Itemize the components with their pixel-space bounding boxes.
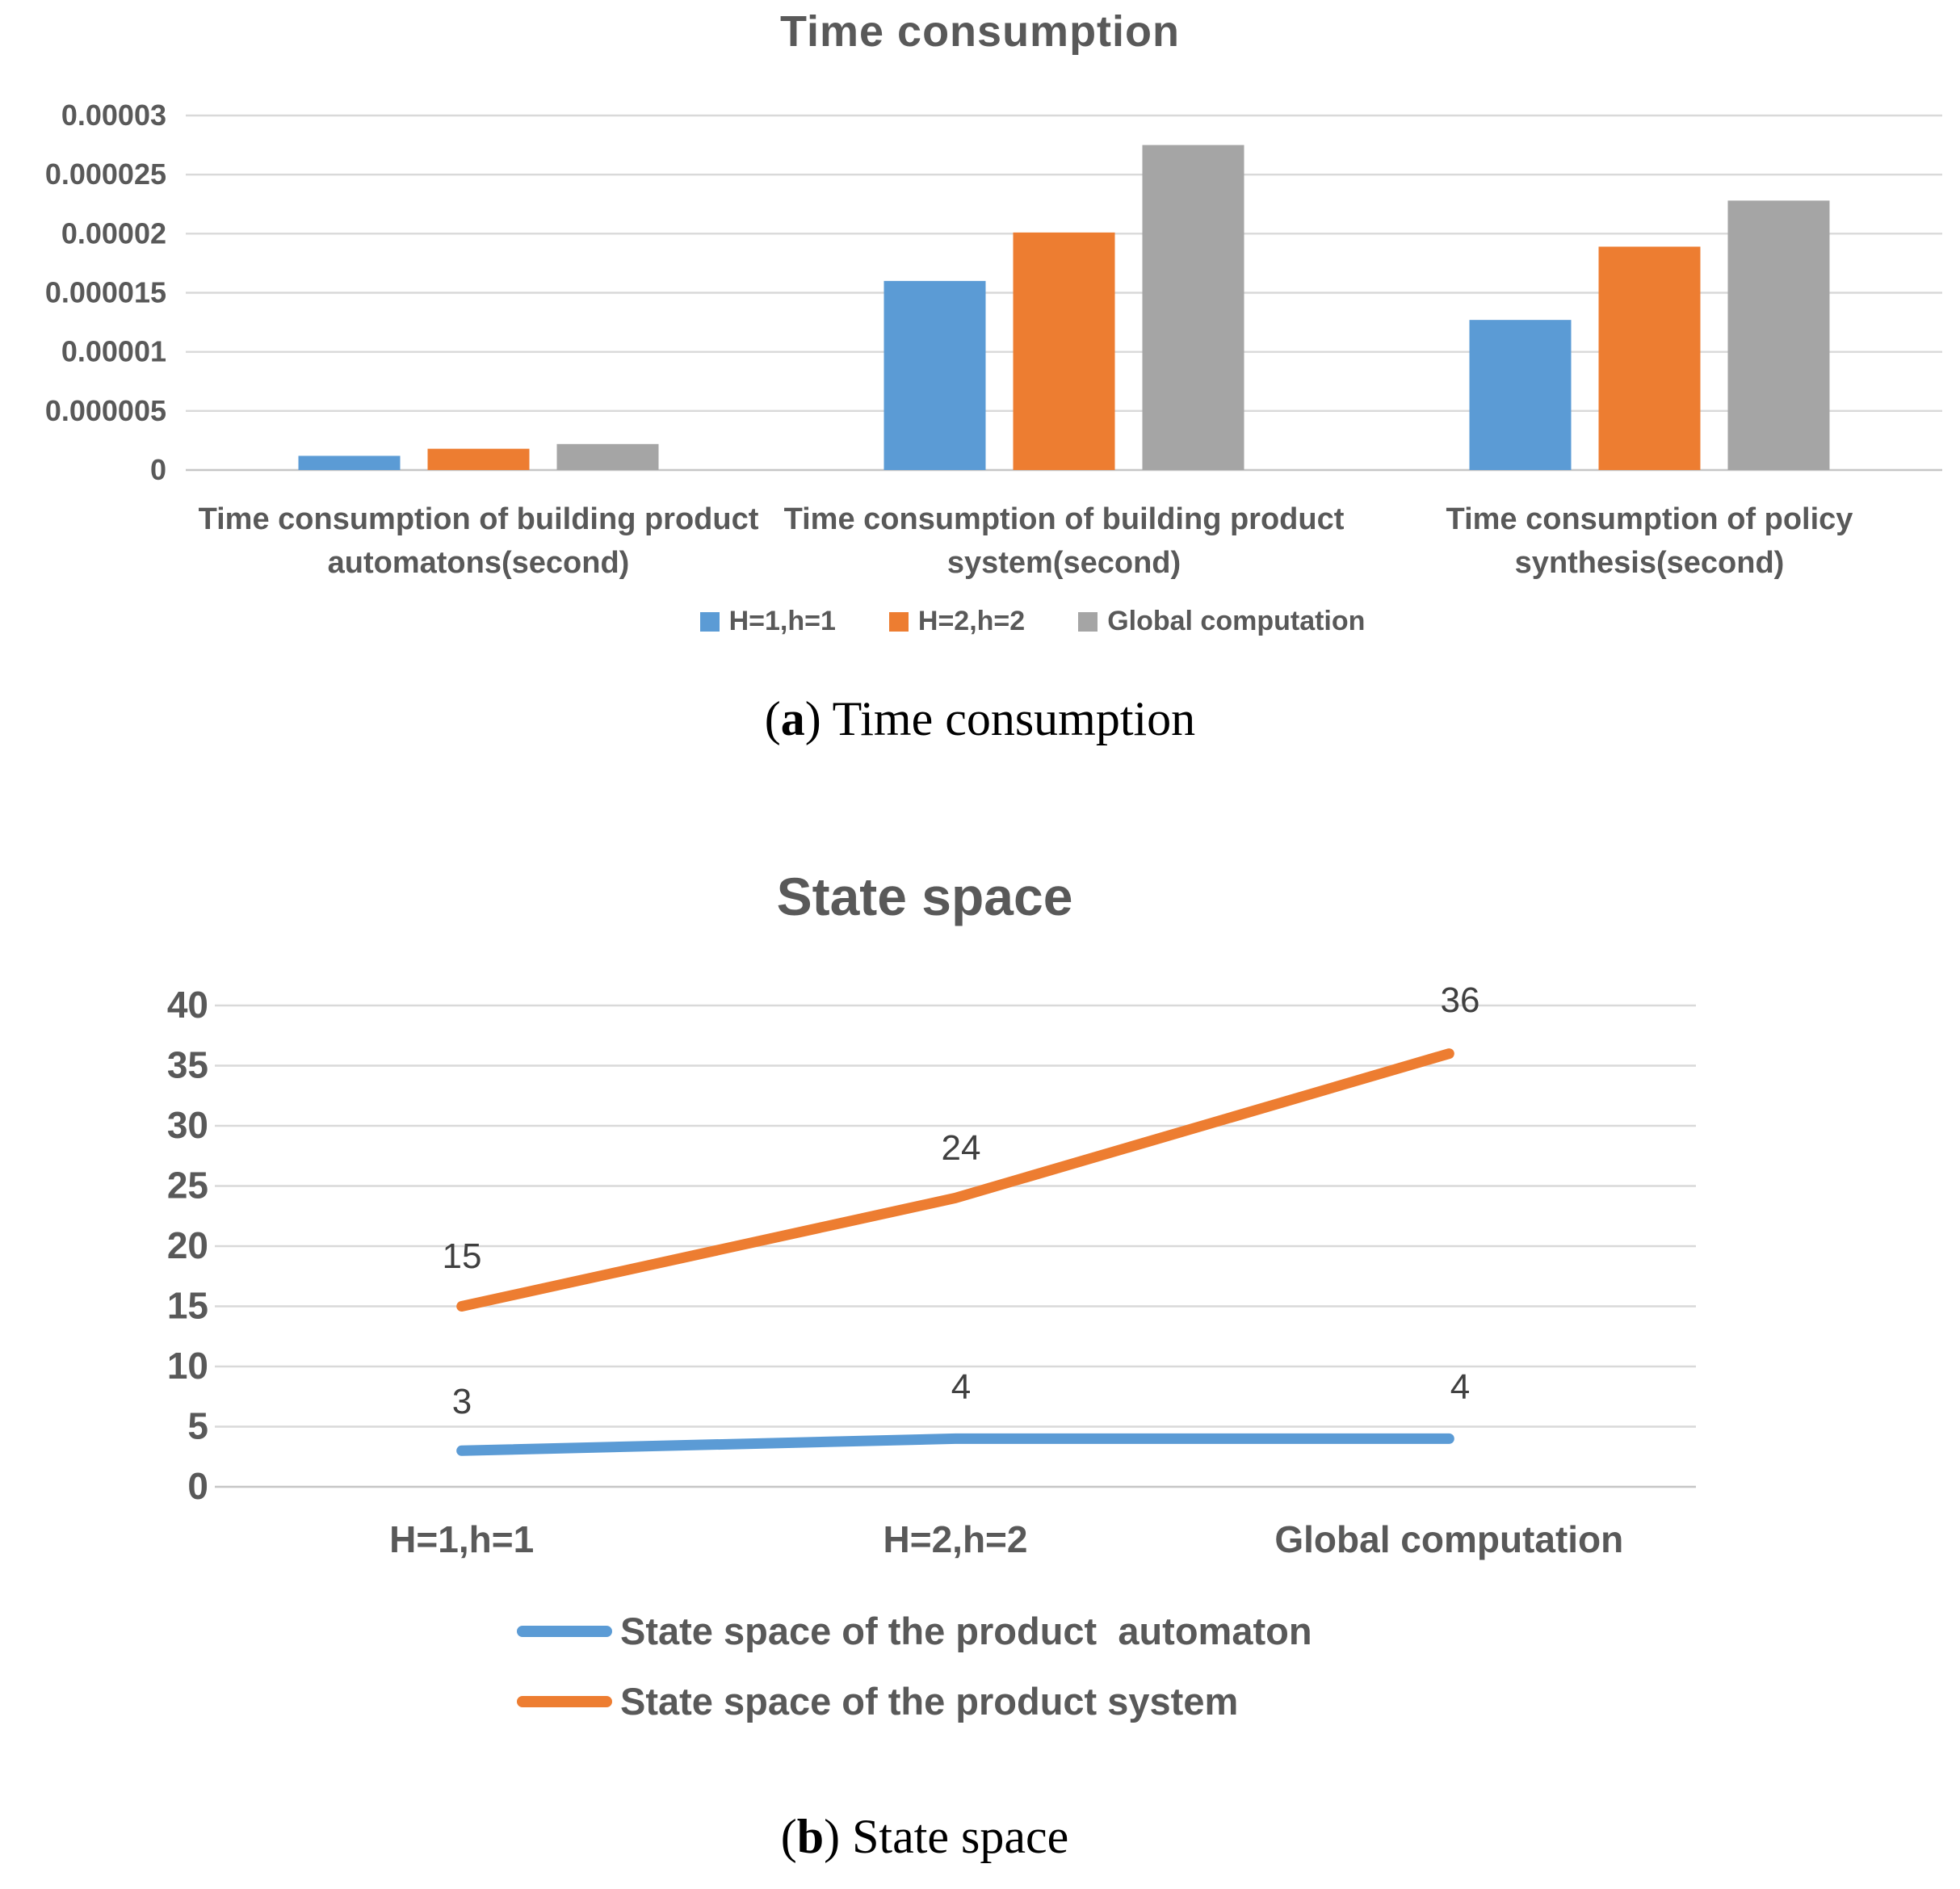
legend-line-swatch-icon [517,1696,612,1707]
chart-b-y-tick-label: 10 [166,1345,208,1387]
legend-b-label: State space of the product system [620,1680,1239,1723]
chart-b-y-tick-label: 15 [166,1284,208,1327]
legend-a-label: Global computation [1107,606,1366,636]
chart-a-y-tick-label: 0.000015 [44,275,166,309]
data-label: 4 [1450,1367,1471,1407]
chart-b-y-tick-label: 30 [166,1104,208,1146]
bar [1470,320,1572,470]
data-label: 4 [951,1367,972,1407]
bar [1599,246,1701,470]
chart-a-y-tick-label: 0.00002 [61,216,166,250]
legend-line-swatch-icon [517,1626,612,1637]
chart-b-x-tick-label: Global computation [1274,1518,1624,1560]
chart-a-y-tick-label: 0 [149,453,166,486]
chart-a-legend [105,606,1960,637]
chart-b-y-tick-label: 20 [166,1224,208,1266]
line-series [462,1438,1450,1450]
chart-b-x-tick-label: H=1,h=1 [389,1518,535,1560]
chart-a-y-tick-label: 0.000005 [44,393,166,427]
bar [1728,200,1830,470]
chart-b-y-tick-label: 40 [166,984,208,1026]
data-label: 24 [941,1128,981,1168]
chart-a-y-tick-label: 0.00003 [61,99,166,132]
caption-b [0,1809,1849,1865]
caption-a-letter: a [780,692,805,745]
bar [884,281,986,470]
legend-a-item [1078,606,1365,637]
chart-a-y-tick-label: 0.00001 [61,334,166,368]
data-label: 36 [1440,980,1480,1020]
legend-a-item [700,606,836,637]
chart-b-legend [517,1609,1312,1723]
chart-b-y-tick-label: 5 [187,1404,208,1447]
chart-b-y-tick-label: 0 [187,1465,208,1507]
legend-swatch-icon [1078,612,1098,632]
chart-a-category-label: Time consumption of building product system(second) [783,502,1345,580]
chart-b-y-tick-label: 35 [166,1043,208,1086]
bar [428,449,530,470]
legend-b-item [517,1679,1312,1723]
data-label: 15 [442,1236,482,1276]
caption-a [0,691,1960,747]
caption-b-letter: b [796,1810,825,1863]
legend-swatch-icon [889,612,909,632]
bar [299,455,401,470]
caption-a-open: ( [764,692,781,745]
legend-swatch-icon [700,612,720,632]
bar [1014,233,1115,470]
legend-a-label: H=1,h=1 [728,606,836,636]
caption-a-text: Time consumption [821,692,1196,745]
chart-b-y-tick-label: 25 [166,1164,208,1207]
legend-b-item [517,1609,1312,1653]
caption-a-close: ) [804,692,821,745]
legend-b-label: State space of the product automaton [620,1610,1312,1652]
data-label: 3 [451,1382,472,1421]
chart-a-y-tick-label: 0.000025 [44,157,166,191]
bar [557,444,659,470]
chart-b-x-tick-label: H=2,h=2 [883,1518,1028,1560]
bar [1143,145,1244,470]
line-series [462,1054,1450,1307]
caption-b-close: ) [824,1810,841,1863]
caption-b-text: State space [840,1810,1069,1863]
legend-a-item [889,606,1025,637]
caption-b-open: ( [780,1810,797,1863]
chart-a-category-label: Time consumption of building product automatons(second) [198,502,759,580]
chart-b-title: State space [776,867,1073,926]
chart-a-title: Time consumption [779,7,1181,56]
chart-a-category-label: Time consumption of policy synthesis(second) [1446,502,1853,580]
legend-a-label: H=2,h=2 [917,606,1026,636]
